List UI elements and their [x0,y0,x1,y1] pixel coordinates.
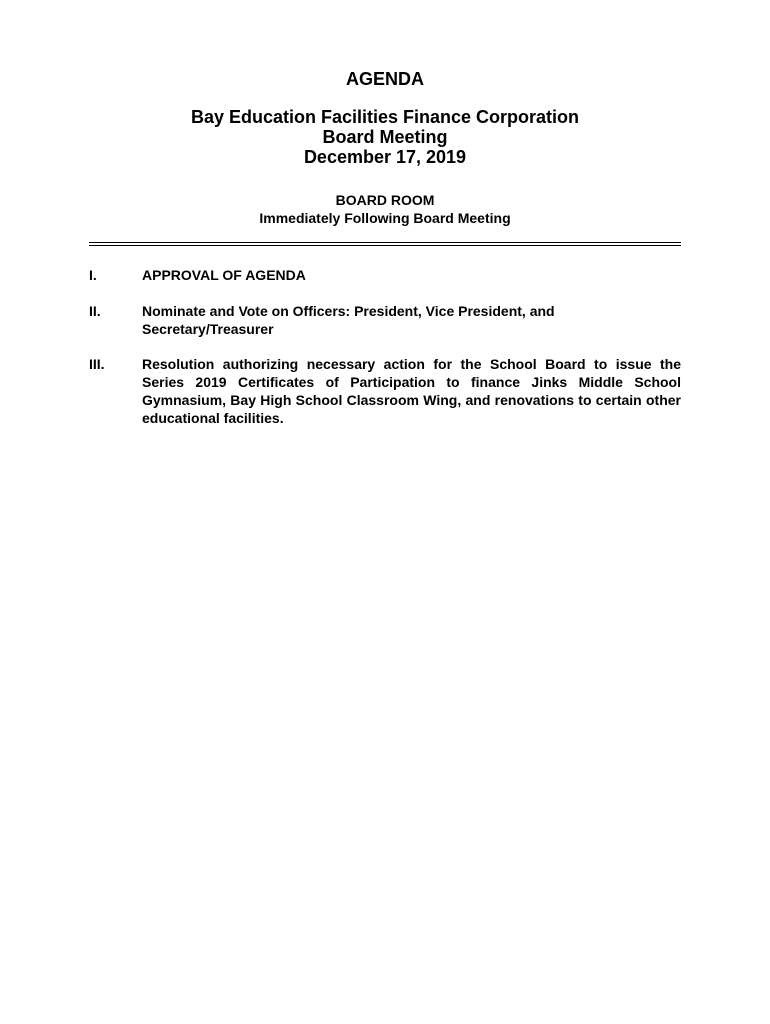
meeting-location [0,191,770,227]
agenda-item-text: APPROVAL OF AGENDA [142,267,306,283]
agenda-item-text: Resolution authorizing necessary action for the School Board to issue the Series 2019 Certificates of Participation to finance Jinks Middle School Gymnasium, Bay High School Classroom Wing, and renovations to certain other educational facilities. [142,356,681,426]
room-name: BOARD ROOM [335,192,435,208]
meeting-date: December 17, 2019 [303,147,467,167]
time-note: Immediately Following Board Meeting [259,210,511,226]
agenda-item-text [142,302,681,338]
agenda-item-text-line: Secretary/Treasurer [142,321,274,337]
agenda-item-text-line: Nominate and Vote on Officers: President, Vice President, and [142,303,555,319]
page-title: AGENDA [345,69,424,89]
meeting-type: Board Meeting [322,127,448,147]
organization-name: Bay Education Facilities Finance Corporation [190,107,580,127]
meeting-heading [0,107,770,167]
divider-line-top [89,242,681,243]
agenda-item-number: III. [89,356,105,372]
agenda-item-number: I. [89,267,97,283]
agenda-item-number: II. [89,303,101,319]
divider-line-bottom [89,245,681,246]
